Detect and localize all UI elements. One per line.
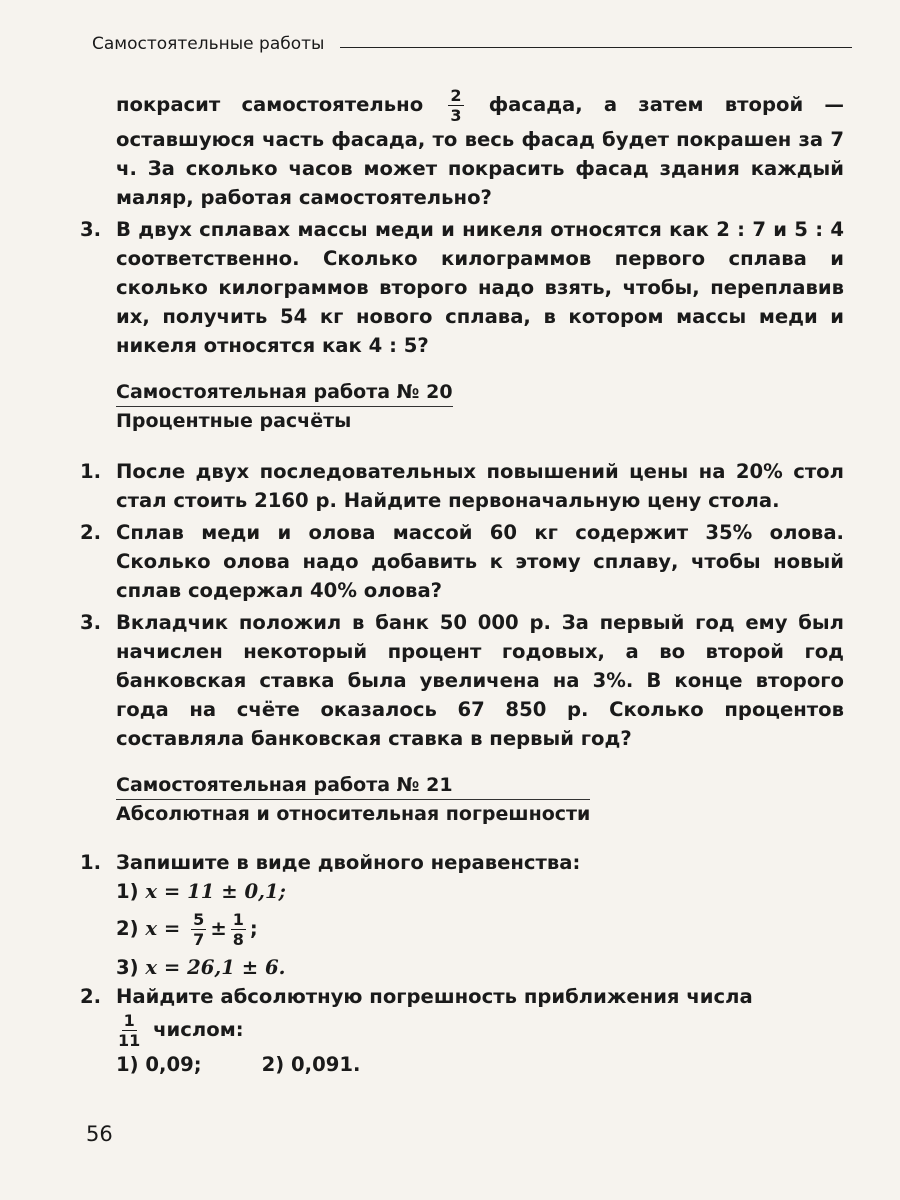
running-header (92, 30, 852, 58)
s21-task-1-text: Запишите в виде двойного неравенства: (116, 851, 581, 874)
section-21-title: Самостоятельная работа № 21 (116, 771, 590, 800)
s21-task-2: 2. Найдите абсолютную погрешность приближения числа $\frac{1}{11}$ числом: 1) 0,09; 2) 0,091. (80, 982, 844, 1079)
section-21-subtitle: Абсолютная и относительная погрешности (116, 803, 591, 825)
page-number: 56 (86, 1122, 113, 1146)
s21-task-2-text: Найдите абсолютную погрешность приближения числа (116, 985, 753, 1008)
s21-task-1-item-2: 2) x = $\frac{5}{7}$ ± $\frac{1}{8}$ ; (116, 910, 258, 949)
s20-task-2: 2. Сплав меди и олова массой 60 кг содержит 35% олова. Сколько олова надо добавить к этому сплаву, чтобы новый сплав содержал 40% олова? (80, 521, 844, 602)
s21-task-1-item-3: 3) x = 26,1 ± 6. (116, 956, 286, 979)
header-title: Самостоятельные работы (92, 34, 325, 54)
s21-task-2-answers: 1) 0,09; 2) 0,091. (116, 1053, 361, 1076)
continued-task-text: покрасит самостоятельно $\frac{2}{3}$ фасада, а затем второй — оставшуюся часть фасада, то весь фасад будет покрашен за 7 ч. За сколько часов может покрасить фасад здания каждый маляр, работая самостоятельно? (116, 86, 844, 209)
s20-task-3: 3. Вкладчик положил в банк 50 000 р. За первый год ему был начислен некоторый процент годовых, а во второй год банковская ставка была увеличена на 3%. В конце второго года на счёте оказалось 67 850 р. Сколько процентов составляла банковская ставка в первый год? (80, 611, 844, 750)
task-3-alloys: 3. В двух сплавах массы меди и никеля относятся как 2 : 7 и 5 : 4 соответственно. Сколько килограммов первого сплава и сколько килограммов второго надо взять, чтобы, переплавив их, получить 54 кг нового сплава, в котором массы меди и никеля относятся как 4 : 5? (80, 218, 844, 357)
section-20-heading (116, 378, 453, 435)
s20-task-1: 1. После двух последовательных повышений цены на 20% стол стал стоить 2160 р. Найдите первоначальную цену стола. (80, 460, 844, 512)
fraction-one-eighth: $\frac{1}{8}$ (232, 910, 244, 949)
fraction-one-eleventh: $\frac{1}{11}$ (118, 1011, 141, 1050)
s21-task-1: 1. Запишите в виде двойного неравенства: 1) x = 11 ± 0,1; 2) x = $\frac{5}{7}$ ± $\frac{1}{8}$ ; 3) x = 26,1 ± 6. (80, 848, 844, 982)
section-20-title: Самостоятельная работа № 20 (116, 378, 453, 407)
s21-task-1-item-1: 1) x = 11 ± 0,1; (116, 880, 286, 903)
section-21-heading (116, 771, 590, 828)
fraction-five-sevenths: $\frac{5}{7}$ (193, 910, 205, 949)
page-content (80, 86, 844, 1079)
section-20-subtitle: Процентные расчёты (116, 410, 352, 432)
header-rule (340, 47, 852, 48)
s21-task-2-fraction-line: $\frac{1}{11}$ числом: (118, 1011, 244, 1050)
fraction-two-thirds: $\frac{2}{3}$ (450, 86, 462, 125)
